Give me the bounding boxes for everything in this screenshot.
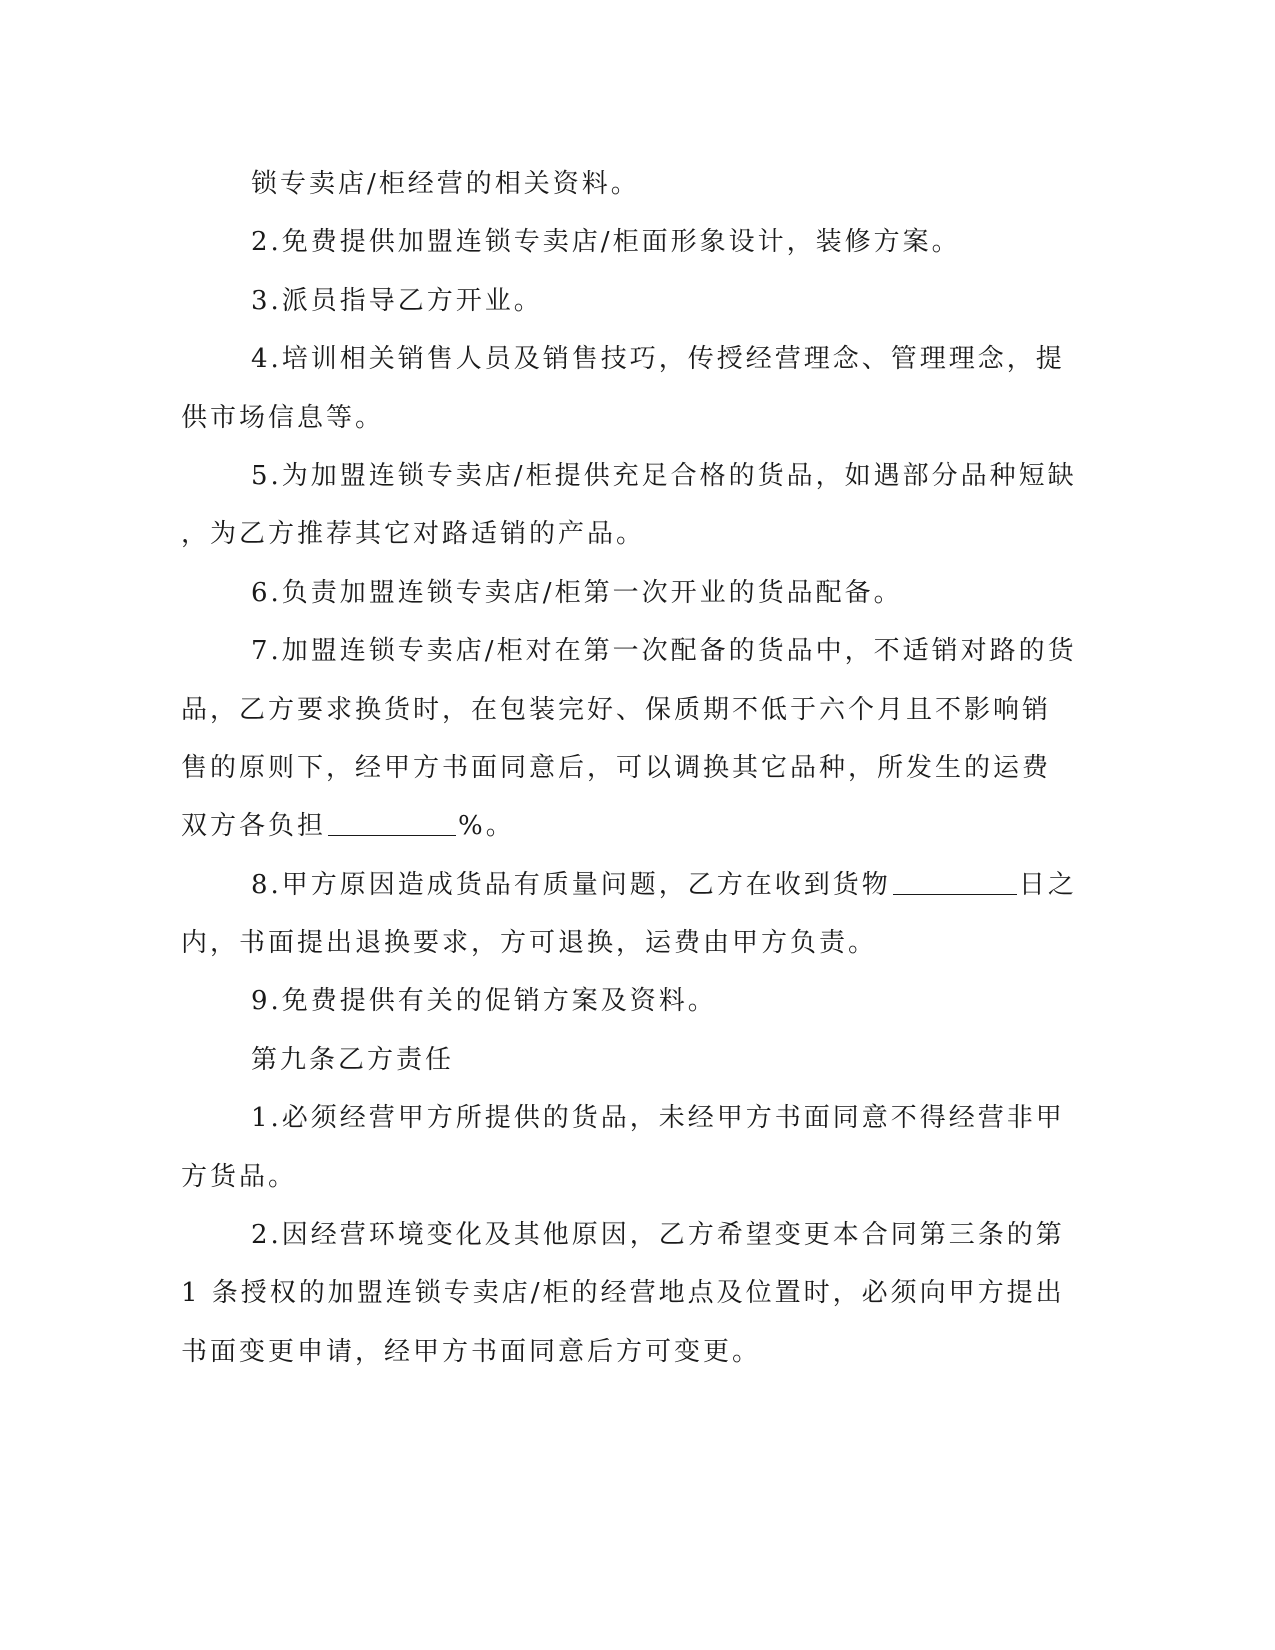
clause-5: 5.为加盟连锁专卖店/柜提供充足合格的货品，如遇部分品种短缺	[251, 460, 1077, 491]
party-b-clause-2-cont-1: 1 条授权的加盟连锁专卖店/柜的经营地点及位置时，必须向甲方提出	[181, 1278, 1065, 1309]
party-b-clause-2: 2.因经营环境变化及其他原因，乙方希望变更本合同第三条的第	[251, 1220, 1065, 1251]
clause-2: 2.免费提供加盟连锁专卖店/柜面形象设计，装修方案。	[251, 227, 961, 258]
clause-9: 9.免费提供有关的促销方案及资料。	[251, 986, 717, 1017]
clause-8: 8.甲方原因造成货品有质量问题，乙方在收到货物 日之	[251, 869, 1077, 900]
clause-3: 3.派员指导乙方开业。	[251, 285, 543, 316]
contract-text	[181, 155, 1077, 1381]
fill-blank-days[interactable]	[893, 870, 1017, 895]
clause-4: 4.培训相关销售人员及销售技巧，传授经营理念、管理理念，提	[251, 344, 1065, 375]
clause-7-cont-3: 双方各负担 %。	[181, 811, 515, 842]
clause-7: 7.加盟连锁专卖店/柜对在第一次配备的货品中，不适销对路的货	[251, 636, 1077, 667]
party-b-clause-2-cont-2: 书面变更申请，经甲方书面同意后方可变更。	[181, 1336, 762, 1367]
clause-5-cont: ，为乙方推荐其它对路适销的产品。	[181, 519, 646, 550]
clause-8-cont: 内，书面提出退换要求，方可退换，运费由甲方负责。	[181, 928, 878, 959]
article-heading: 第九条乙方责任	[251, 1044, 455, 1075]
party-b-clause-1-cont: 方货品。	[181, 1161, 298, 1192]
clause-6: 6.负责加盟连锁专卖店/柜第一次开业的货品配备。	[251, 577, 903, 608]
text-line: 锁专卖店/柜经营的相关资料。	[251, 169, 640, 199]
clause-7-cont-2: 售的原则下，经甲方书面同意后，可以调换其它品种，所发生的运费	[181, 752, 1052, 783]
clause-4-cont: 供市场信息等。	[181, 402, 385, 433]
fill-blank-percent[interactable]	[328, 811, 456, 836]
party-b-clause-1: 1.必须经营甲方所提供的货品，未经甲方书面同意不得经营非甲	[251, 1103, 1065, 1134]
clause-7-cont-1: 品，乙方要求换货时，在包装完好、保质期不低于六个月且不影响销	[181, 694, 1052, 725]
